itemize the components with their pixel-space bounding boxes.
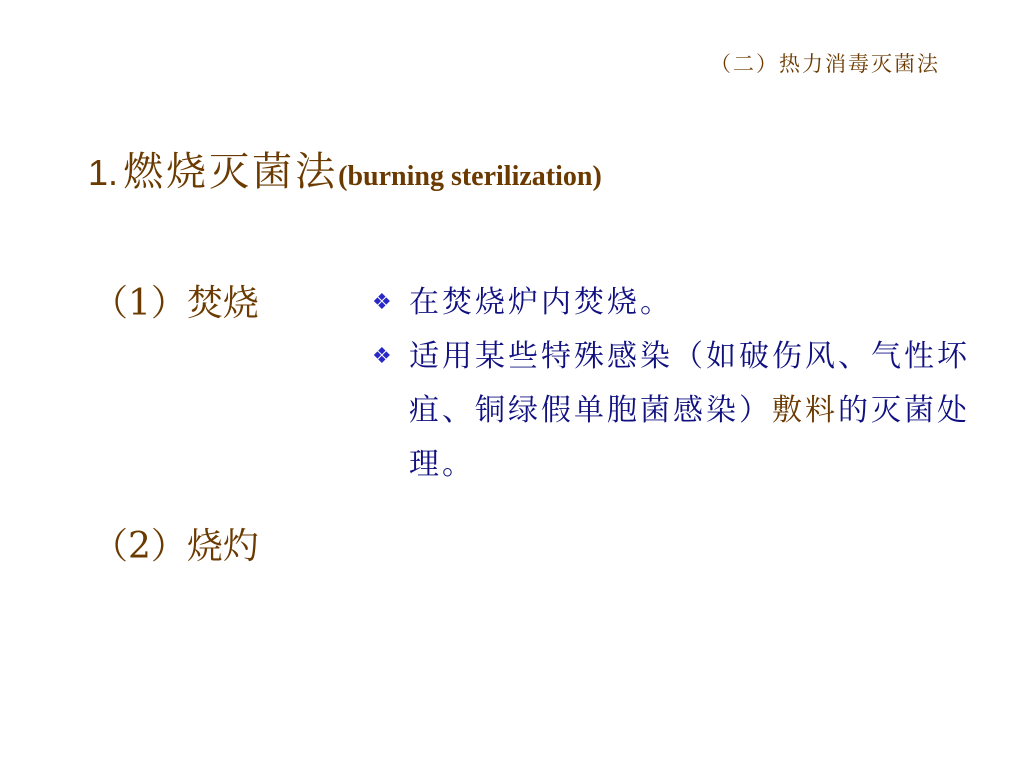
bullet-list <box>372 276 972 492</box>
slide-header: （二）热力消毒灭菌法 <box>710 52 940 76</box>
bullet-item <box>372 330 972 492</box>
diamond-bullet-icon: ❖ <box>372 290 395 315</box>
title-english: (burning sterilization) <box>338 161 602 192</box>
slide-title <box>88 140 602 197</box>
bullet-text: 在焚烧炉内焚烧。 <box>409 285 673 320</box>
title-number: 1. <box>88 152 119 193</box>
bullet-item <box>372 276 972 330</box>
title-chinese: 燃烧灭菌法 <box>123 149 339 195</box>
section-label-incineration: （1）焚烧 <box>92 283 259 324</box>
bullet-text: 适用某些特殊感染（如破伤风、气性坏疽、铜绿假单胞菌感染） <box>409 339 970 428</box>
diamond-bullet-icon: ❖ <box>372 344 395 369</box>
bullet-text-end: 的灭菌处理。 <box>409 393 970 482</box>
bullet-highlight: 敷料 <box>772 393 838 428</box>
section-label-cauterization: （2）烧灼 <box>92 526 259 567</box>
